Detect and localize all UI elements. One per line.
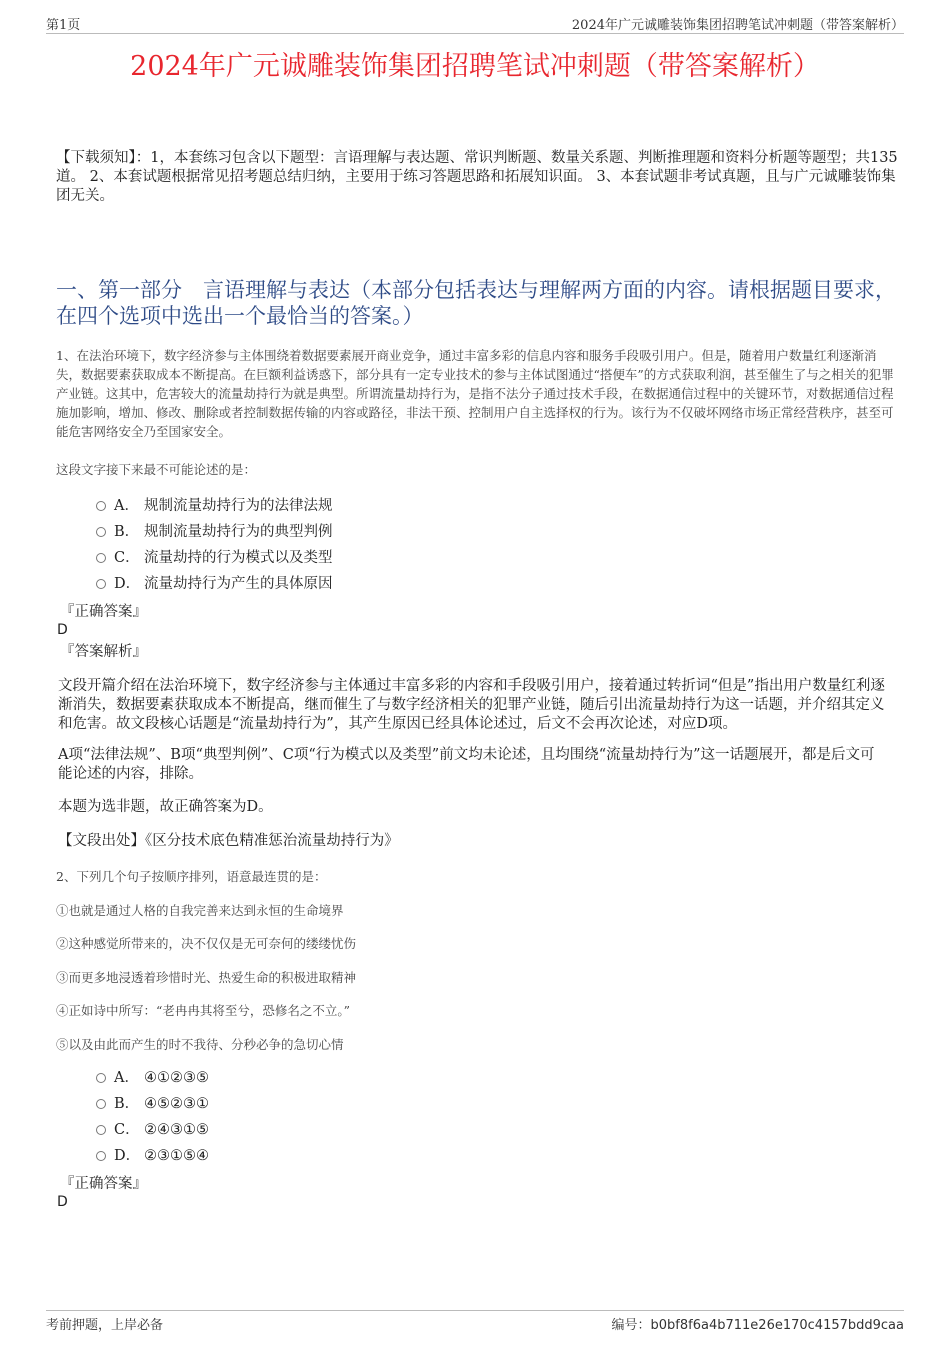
q1-analysis-p2: A项“法律法规”、B项“典型判例”、C项“行为模式以及类型”前文均未论述，且均围绕“流量劫持行为”这一话题展开，都是后文可能论述的内容，排除。 — [58, 747, 875, 782]
download-notice: 【下载须知】：1，本套练习包含以下题型：言语理解与表达题、常识判断题、数量关系题、判断推理题和资料分析题等题型；共135道。 2、本套试题根据常见招考题总结归纳，主要用于练习答题思路和拓展知识面。 3、本套试题非考试真题，且与广元诚雕装饰集团无关。 — [56, 150, 898, 204]
option-letter: B． — [114, 1096, 140, 1112]
option-letter: A． — [114, 1070, 139, 1086]
option-text: ②③①⑤④ — [144, 1148, 209, 1164]
q2-sentence-2: ②这种感觉所带来的，决不仅仅是无可奈何的缕缕忧伤 — [56, 936, 357, 951]
option-letter: C． — [114, 1122, 140, 1138]
radio-icon[interactable] — [96, 1073, 106, 1083]
option-text: ②④③①⑤ — [144, 1122, 209, 1138]
option-text: ④⑤②③① — [144, 1096, 209, 1112]
option-letter: A． — [114, 498, 139, 514]
footer-divider — [46, 1310, 904, 1311]
option-text: 流量劫持行为产生的具体原因 — [144, 576, 333, 592]
option-letter: C． — [114, 550, 140, 566]
q1-option-a[interactable] — [96, 496, 333, 516]
q2-option-b[interactable] — [96, 1094, 209, 1114]
q1-analysis-p1: 文段开篇介绍在法治环境下，数字经济参与主体通过丰富多彩的内容和手段吸引用户，接着通过转折词“但是”指出用户数量红利逐渐消失，数据要素获取成本不断提高，继而催生了与数字经济相关的犯罪产业链，随后引出流量劫持行为这一话题，并介绍其定义和危害。故文段核心话题是“流量劫持行为”，其产生原因已经具体论述过，后文不会再次论述，对应D项。 — [58, 678, 885, 732]
footer-code — [612, 1314, 904, 1333]
q2-option-d[interactable] — [96, 1146, 209, 1166]
q2-answer-label: 『正确答案』 — [60, 1176, 147, 1192]
option-text: 规制流量劫持行为的法律法规 — [144, 498, 333, 514]
q2-sentence-5: ⑤以及由此而产生的时不我待、分秒必争的急切心情 — [56, 1037, 344, 1052]
header-doc-title: 2024年广元诚雕装饰集团招聘笔试冲刺题（带答案解析） — [571, 18, 904, 33]
q1-option-d[interactable] — [96, 574, 333, 594]
radio-icon[interactable] — [96, 1125, 106, 1135]
footer-code-label: 编号： — [611, 1318, 651, 1333]
q1-option-c[interactable] — [96, 548, 333, 568]
radio-icon[interactable] — [96, 1099, 106, 1109]
q2-sentence-3: ③而更多地浸透着珍惜时光、热爱生命的积极进取精神 — [56, 970, 357, 985]
option-text: ④①②③⑤ — [144, 1070, 209, 1086]
q1-passage: 1、在法治环境下，数字经济参与主体围绕着数据要素展开商业竞争，通过丰富多彩的信息内容和服务手段吸引用户。但是，随着用户数量红利逐渐消失，数据要素获取成本不断提高。在巨额利益诱惑下，部分具有一定专业技术的参与主体试图通过“搭便车”的方式获取利润，甚至催生了与之相关的犯罪产业链。这其中，危害较大的流量劫持行为就是典型。所谓流量劫持行为，是指不法分子通过技术手段，在数据通信过程中的关键环节，对数据通信过程施加影响，增加、修改、删除或者控制数据传输的内容或路径，非法干预、控制用户自主选择权的行为。该行为不仅破坏网络市场正常经营秩序，甚至可能危害网络安全乃至国家安全。 — [56, 348, 894, 439]
q2-question: 2、下列几个句子按顺序排列，语意最连贯的是： — [56, 869, 327, 884]
option-letter: D． — [114, 1148, 141, 1164]
section-heading: 一、第一部分 言语理解与表达（本部分包括表达与理解两方面的内容。请根据题目要求，在四个选项中选出一个最恰当的答案。） — [56, 278, 896, 328]
radio-icon[interactable] — [96, 579, 106, 589]
q1-analysis-p3: 本题为选非题，故正确答案为D。 — [58, 799, 273, 815]
radio-icon[interactable] — [96, 553, 106, 563]
q1-source: 【文段出处】《区分技术底色精准惩治流量劫持行为》 — [58, 833, 399, 849]
footer-code-value: b0bf8f6a4b711e26e170c4157bdd9caa — [650, 1318, 904, 1333]
radio-icon[interactable] — [96, 527, 106, 537]
option-letter: D． — [114, 576, 141, 592]
page-number: 第1页 — [46, 18, 81, 33]
option-text: 规制流量劫持行为的典型判例 — [144, 524, 333, 540]
q1-option-b[interactable] — [96, 522, 333, 542]
q1-answer: D — [57, 622, 68, 638]
radio-icon[interactable] — [96, 501, 106, 511]
radio-icon[interactable] — [96, 1151, 106, 1161]
q1-answer-label: 『正确答案』 — [60, 604, 147, 620]
document-title: 2024年广元诚雕装饰集团招聘笔试冲刺题（带答案解析） — [130, 51, 820, 82]
q2-answer: D — [57, 1194, 68, 1210]
footer-slogan: 考前押题，上岸必备 — [46, 1318, 164, 1333]
q2-option-c[interactable] — [96, 1120, 209, 1140]
q2-option-a[interactable] — [96, 1068, 209, 1088]
option-letter: B． — [114, 524, 140, 540]
q1-analysis-label: 『答案解析』 — [60, 644, 147, 660]
q2-sentence-4: ④正如诗中所写：“老冉冉其将至兮，恐修名之不立。” — [56, 1003, 351, 1018]
option-text: 流量劫持的行为模式以及类型 — [144, 550, 333, 566]
header-divider — [46, 33, 904, 34]
q2-sentence-1: ①也就是通过人格的自我完善来达到永恒的生命境界 — [56, 903, 344, 918]
q1-question: 这段文字接下来最不可能论述的是： — [56, 462, 257, 477]
